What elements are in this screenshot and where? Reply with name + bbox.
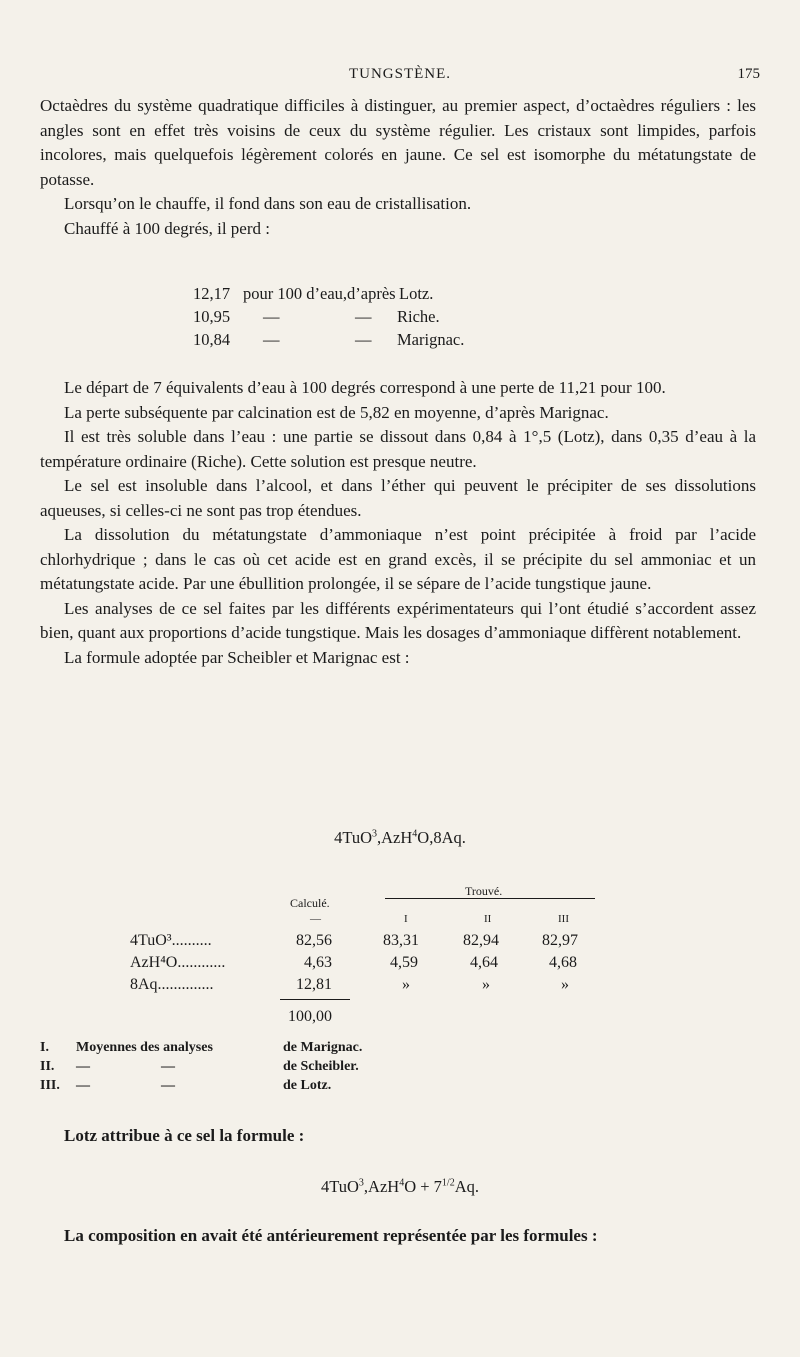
table-notes: [40, 1038, 362, 1095]
found-value-3: 4,68: [549, 954, 577, 971]
calcule-header: Calculé.: [290, 896, 330, 910]
loss-value: 12,17: [193, 284, 231, 303]
loss-unit: —: [263, 307, 280, 326]
formula-part: O + 7: [404, 1177, 442, 1196]
row-label: 4TuO³..........: [130, 932, 212, 949]
paragraph: La perte subséquente par calcination est de 5,82 en moyenne, d’après Marignac.: [64, 402, 609, 422]
found-value-2: 82,94: [463, 932, 499, 949]
formula-part: O,8Aq.: [417, 828, 466, 847]
total-row: [130, 1008, 770, 1030]
subcol-2: II: [484, 913, 492, 925]
found-value-2: 4,64: [470, 954, 498, 971]
formula-sup: 4: [412, 828, 418, 840]
total-value: 100,00: [288, 1008, 332, 1025]
note-who: de Lotz.: [283, 1078, 332, 1093]
page-header: [40, 66, 760, 90]
note-row: [40, 1076, 362, 1095]
paragraph: La formule adoptée par Scheibler et Marignac est :: [64, 647, 410, 667]
table-row: [130, 954, 770, 976]
final-sentence: La composition en avait été antérieurement représentée par les formules :: [64, 1226, 598, 1245]
loss-author: Lotz.: [399, 284, 434, 303]
formula-part: 4TuO: [334, 828, 373, 847]
loss-according: d’après: [347, 284, 396, 303]
formula-part: 4TuO: [320, 1177, 359, 1196]
loss-unit: pour 100 d’eau,: [243, 284, 348, 303]
note-text-2: —: [161, 1078, 175, 1093]
row-label: 8Aq..............: [130, 976, 214, 993]
text-block-top: [40, 94, 756, 241]
note-text-2: —: [161, 1059, 175, 1074]
found-value-3: 82,97: [542, 932, 578, 949]
calc-dash: —: [310, 913, 321, 925]
trouve-header: Trouvé.: [465, 884, 503, 898]
text-block-middle: [40, 376, 756, 670]
paragraph: Lorsqu’on le chauffe, il fond dans son eau de cristallisation.: [64, 194, 472, 213]
found-value-3: »: [561, 976, 569, 993]
loss-according: —: [355, 307, 372, 326]
formula-sup: 4: [399, 1177, 405, 1189]
note-who: de Scheibler.: [283, 1059, 359, 1074]
subcol-1: I: [404, 913, 408, 925]
calc-value: 82,56: [296, 932, 332, 949]
paragraph: Le départ de 7 équivalents d’eau à 100 degrés correspond à une perte de 11,21 pour 100.: [64, 378, 666, 397]
found-value-1: »: [402, 976, 410, 993]
paragraph: Octaèdres du système quadratique difficiles à distinguer, au premier aspect, d’octaèdres réguliers : les angles sont en effet très voisins de ceux du système régulier. Les cristaux sont limpides, parfois incolores, mais quelquefois légèrement colorés en jaune. Ce sel est isomorphe du métatungstate de potasse.: [40, 96, 756, 189]
loss-unit: —: [263, 330, 280, 349]
trouve-rule: [385, 898, 595, 899]
water-loss-row: [193, 328, 464, 351]
note-row: [40, 1038, 362, 1057]
water-loss-list: [193, 282, 464, 351]
formula-lotz: [0, 1177, 800, 1197]
table-row: [130, 976, 770, 998]
subcol-3: III: [558, 913, 569, 925]
paragraph: La dissolution du métatungstate d’ammoniaque n’est point précipitée à froid par l’acide chlorhydrique ; dans le cas où cet acide est en grand excès, il se précipite du sel ammoniac et un métatungstate acide. Par une ébullition prolongée, il se sépare de l’acide tungstique jaune.: [40, 525, 756, 593]
note-text: —: [76, 1059, 90, 1074]
note-key: III.: [40, 1078, 60, 1093]
found-value-2: »: [482, 976, 490, 993]
water-loss-row: [193, 282, 464, 305]
formula-scheibler-marignac: [0, 828, 800, 848]
found-value-1: 83,31: [383, 932, 419, 949]
calc-value: 12,81: [296, 976, 332, 993]
page-number: 175: [737, 66, 760, 82]
loss-according: —: [355, 330, 372, 349]
formula-part: Aq.: [454, 1177, 479, 1196]
loss-author: Marignac.: [397, 330, 465, 349]
formula-sup: 3: [358, 1177, 364, 1189]
note-row: [40, 1057, 362, 1076]
note-who: de Marignac.: [283, 1040, 363, 1055]
formula-part: ,AzH: [363, 1177, 400, 1196]
lotz-sentence: Lotz attribue à ce sel la formule :: [64, 1126, 305, 1145]
note-text: —: [76, 1078, 90, 1093]
table-row: [130, 932, 770, 954]
paragraph: Il est très soluble dans l’eau : une partie se dissout dans 0,84 à 1°,5 (Lotz), dans 0,35 d’eau à la température ordinaire (Riche). Cette solution est presque neutre.: [40, 427, 756, 471]
note-text: Moyennes des analyses: [76, 1040, 213, 1055]
formula-part: ,AzH: [377, 828, 413, 847]
loss-value: 10,84: [193, 330, 231, 349]
formula-sup: 1/2: [441, 1177, 455, 1189]
paragraph: Chauffé à 100 degrés, il perd :: [64, 218, 270, 238]
note-key: II.: [40, 1059, 55, 1074]
note-key: I.: [40, 1040, 49, 1055]
water-loss-row: [193, 305, 464, 328]
calc-value: 4,63: [304, 954, 332, 971]
paragraph: Les analyses de ce sel faites par les différents expérimentateurs qui l’ont étudié s’accordent assez bien, quant aux proportions d’acide tungstique. Mais les dosages d’ammoniaque diffèrent notablement.: [40, 598, 756, 642]
total-rule: [280, 999, 350, 1000]
row-label: AzH⁴O............: [130, 954, 226, 971]
paragraph: Le sel est insoluble dans l’alcool, et dans l’éther qui peuvent le précipiter de ses dissolutions aqueuses, si celles-ci ne sont pas trop étendues.: [40, 476, 756, 520]
found-value-1: 4,59: [390, 954, 418, 971]
formula-sup: 3: [372, 828, 378, 840]
loss-value: 10,95: [193, 307, 231, 326]
loss-author: Riche.: [397, 307, 440, 326]
running-head: TUNGSTÈNE.: [348, 66, 452, 82]
